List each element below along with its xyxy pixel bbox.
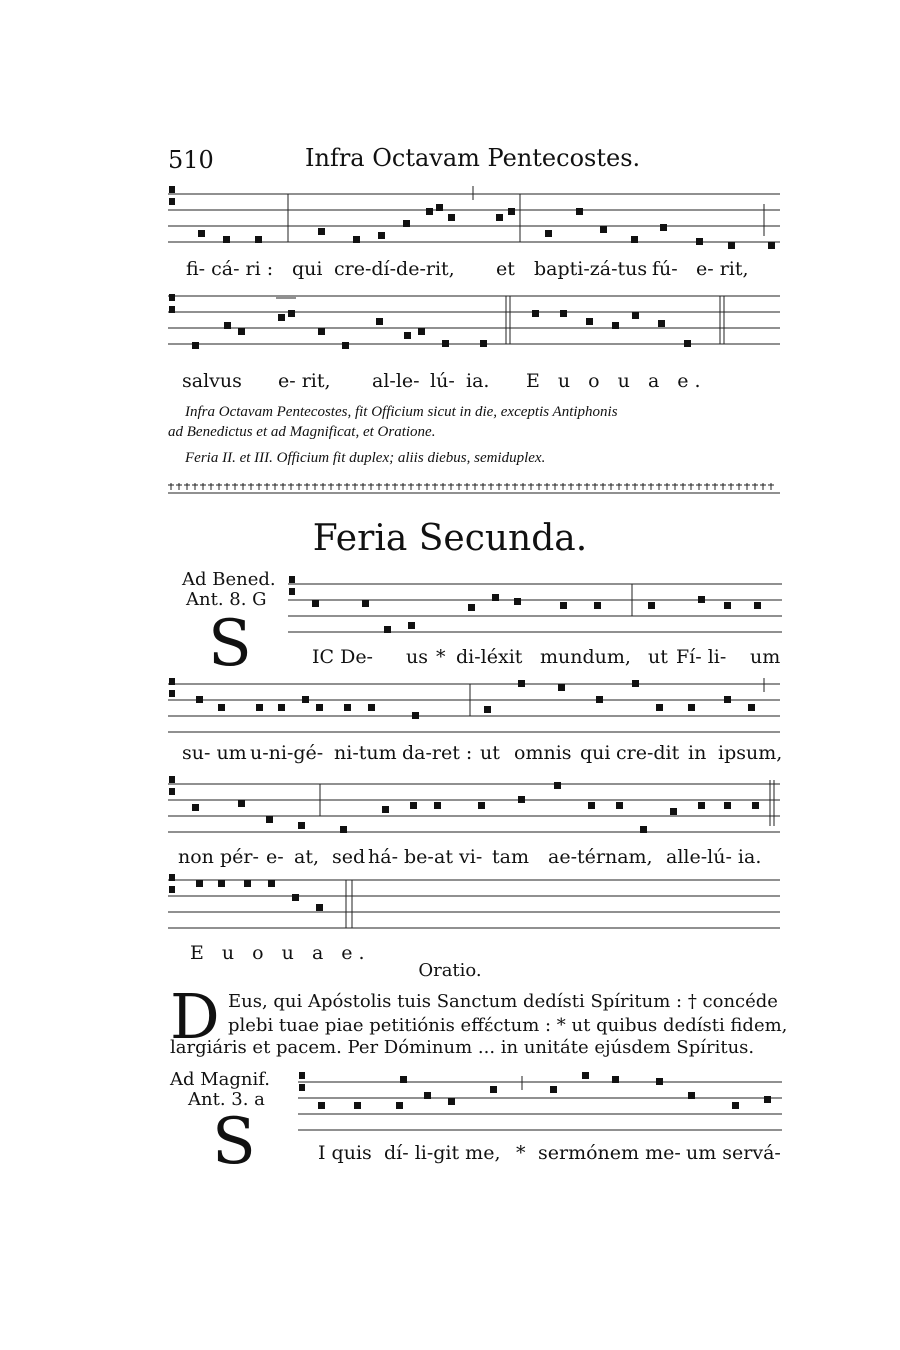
lyric-syllable: at vi-: [434, 846, 483, 868]
staff-2-lyrics: [168, 370, 780, 394]
lyric-syllable: fi- cá- ri :: [186, 258, 274, 280]
lyric-syllable: e- rit,: [278, 370, 331, 392]
antiphon-label: [170, 1070, 270, 1110]
staff-7-lyrics: [168, 1142, 780, 1166]
chant-staff-4: [168, 670, 780, 740]
lyric-syllable: u-ni-gé-: [250, 742, 324, 764]
rubric-line-3: Feria II. et III. Officium fit duplex; aliis diebus, semiduplex.: [185, 450, 546, 466]
chant-staff-6: [168, 866, 780, 936]
initial-letter: S: [208, 607, 252, 681]
lyric-syllable: lú-: [430, 370, 455, 392]
oratio-line-1: Eus, qui Apóstolis tuis Sanctum dedísti Spíritum : † concéde: [228, 991, 778, 1012]
section-title: Feria Secunda.: [312, 518, 588, 559]
chant-staff-5: [168, 770, 780, 840]
ornamental-divider: [168, 481, 780, 495]
lyric-syllable: cre-dit: [616, 742, 680, 764]
lyric-syllable: et: [496, 258, 515, 280]
lyric-syllable: Fí- li-: [676, 646, 727, 668]
lyric-syllable: at,: [294, 846, 320, 868]
rubric-line-1: Infra Octavam Pentecostes, fit Officium sicut in die, exceptis Antiphonis: [185, 404, 618, 420]
staff-3-lyrics: [168, 646, 780, 670]
chant-staff-2: [168, 282, 780, 362]
antiphon-label-line2: Ant. 8. G: [186, 589, 267, 610]
lyric-syllable: há- be-: [368, 846, 434, 868]
oratio-line-3: largiáris et pacem. Per Dóminum ... in unitáte ejúsdem Spíritus.: [170, 1037, 755, 1058]
lyric-syllable: qui: [292, 258, 323, 280]
running-title: Infra Octavam Pentecostes.: [305, 144, 641, 172]
staff-4-lyrics: [168, 742, 783, 766]
lyric-syllable: fú-: [652, 258, 678, 280]
lyric-syllable: salvus: [182, 370, 242, 392]
lyric-syllable: in: [688, 742, 707, 764]
lyric-syllable: *: [516, 1142, 526, 1164]
lyric-syllable: ia.: [466, 370, 490, 392]
lyric-syllable: *: [436, 646, 446, 668]
antiphon-label-line1: Ad Magnif.: [170, 1069, 271, 1090]
page-number: 510: [168, 146, 214, 174]
lyric-syllable: e- rit,: [696, 258, 749, 280]
lyric-syllable: cre-dí-de-rit,: [334, 258, 455, 280]
lyric-syllable: e-: [266, 846, 284, 868]
lyric-syllable: E u o u a e.: [190, 942, 371, 964]
lyric-syllable: I quis: [318, 1142, 372, 1164]
lyric-syllable: qui: [580, 742, 611, 764]
lyric-syllable: su- um: [182, 742, 247, 764]
lyric-syllable: da-ret :: [402, 742, 473, 764]
lyric-syllable: mundum,: [540, 646, 631, 668]
lyric-syllable: non pér-: [178, 846, 259, 868]
chant-staff-3: [288, 570, 782, 640]
chant-staff-1: [168, 180, 780, 260]
lyric-syllable: omnis: [514, 742, 572, 764]
lyric-syllable: ipsum,: [718, 742, 783, 764]
antiphon-label: [182, 570, 276, 610]
lyric-syllable: dí- li-git me,: [384, 1142, 501, 1164]
lyric-syllable: alle-lú- ia.: [666, 846, 762, 868]
initial-letter: S: [212, 1105, 256, 1179]
lyric-syllable: tam: [492, 846, 529, 868]
oratio-line-2: plebi tuae piae petitiónis effέctum : * ut quibus dedísti fidem,: [228, 1015, 788, 1036]
lyric-syllable: ut: [480, 742, 500, 764]
lyric-syllable: sed: [332, 846, 366, 868]
lyric-syllable: E u o u a e.: [526, 370, 707, 392]
antiphon-label-line2: Ant. 3. a: [188, 1089, 265, 1110]
lyric-syllable: ni-tum: [334, 742, 397, 764]
lyric-syllable: bapti-zá-tus: [534, 258, 648, 280]
rubric-line-2: ad Benedictus et ad Magnificat, et Oratione.: [168, 424, 436, 440]
chant-staff-7: [298, 1068, 782, 1138]
staff-1-lyrics: [168, 258, 780, 282]
lyric-syllable: di-léxit: [456, 646, 523, 668]
lyric-syllable: ae-térnam,: [548, 846, 653, 868]
lyric-syllable: al-le-: [372, 370, 420, 392]
lyric-syllable: um: [750, 646, 781, 668]
oratio-title: Oratio.: [418, 960, 482, 981]
lyric-syllable: us: [406, 646, 428, 668]
oratio-initial: D: [170, 980, 220, 1053]
lyric-syllable: IC De-: [312, 646, 373, 668]
lyric-syllable: sermónem me-: [538, 1142, 681, 1164]
lyric-syllable: um servá-: [686, 1142, 781, 1164]
lyric-syllable: ut: [648, 646, 668, 668]
antiphon-label-line1: Ad Bened.: [182, 569, 276, 590]
